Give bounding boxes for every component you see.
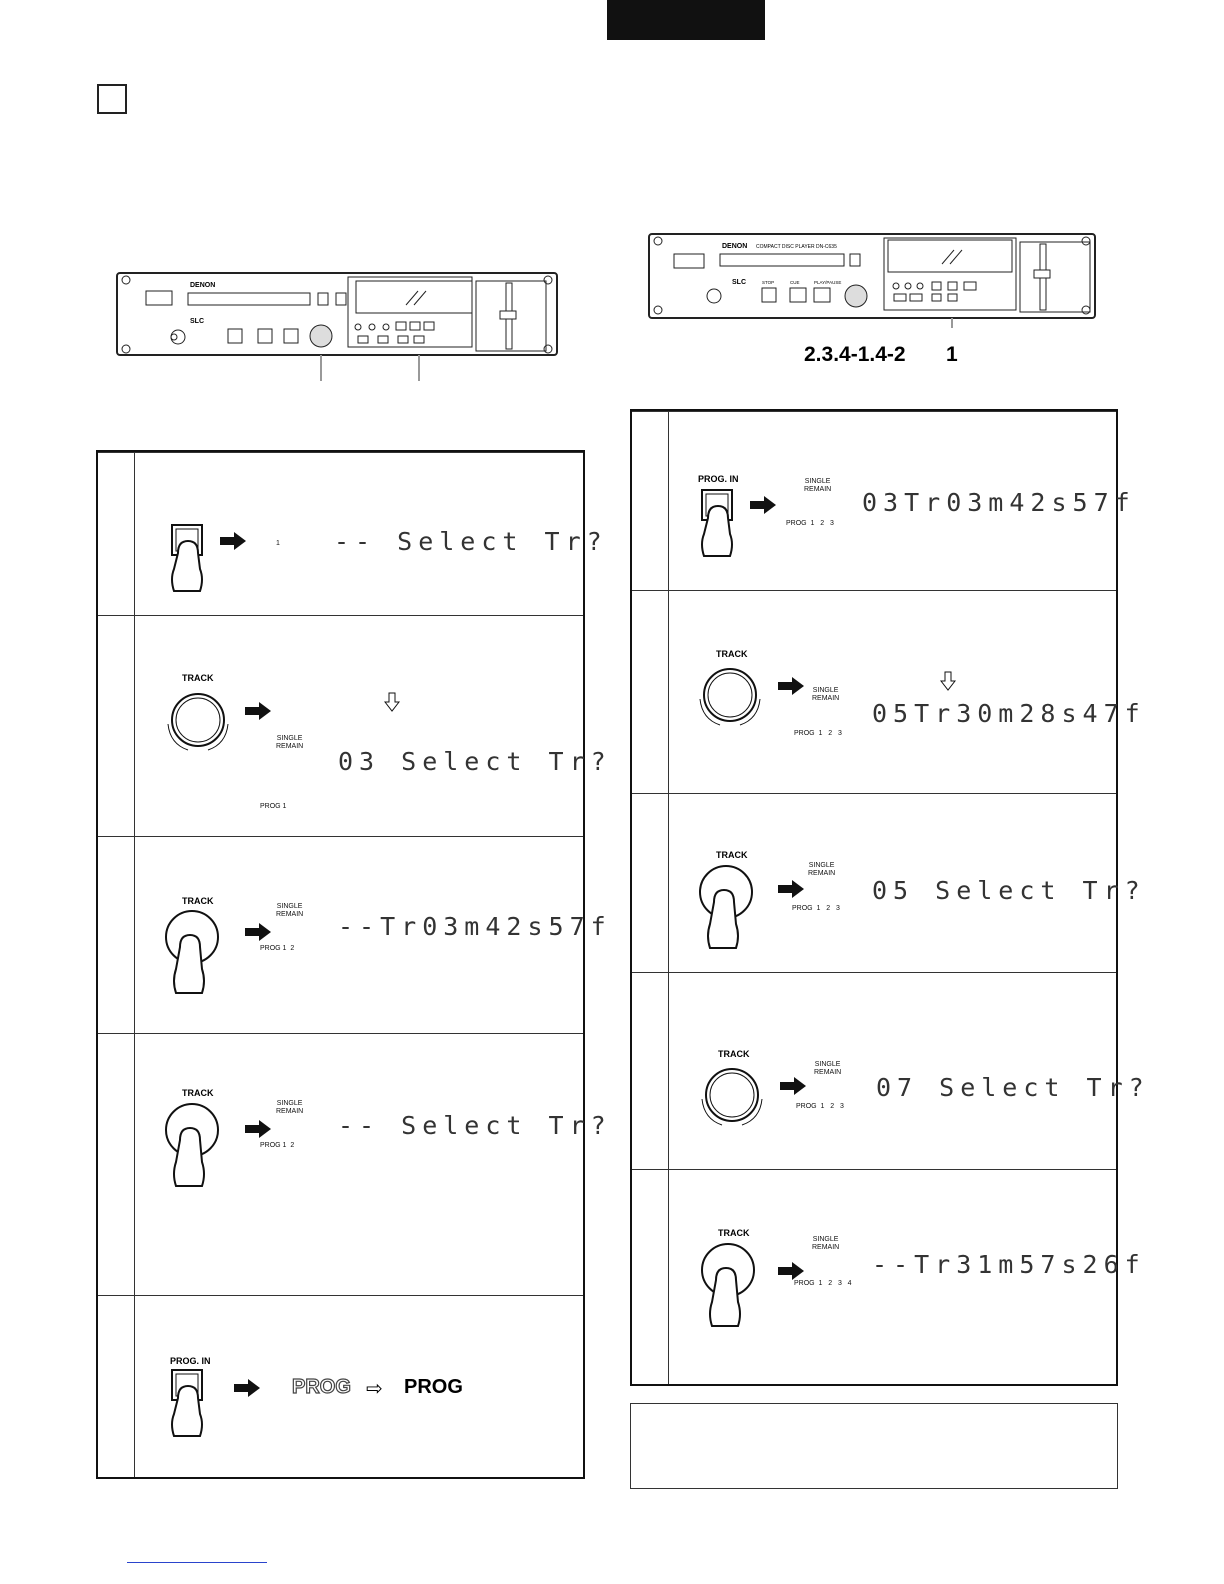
track-knob-label: TRACK [182, 896, 214, 906]
lcd-display: 07 Select Tr? [876, 1073, 1150, 1102]
right-device-cue-label: CUE [790, 280, 800, 285]
track-knob-label: TRACK [718, 1228, 750, 1238]
arrow-right-icon [245, 1120, 271, 1138]
remain-label: REMAIN [812, 695, 840, 702]
arrow-right-icon [778, 677, 804, 695]
track-knob-icon [158, 684, 240, 756]
arrow-right-icon [778, 880, 804, 898]
arrow-right-icon [778, 1262, 804, 1280]
track-knob-label: TRACK [716, 649, 748, 659]
track-knob-icon [692, 1059, 774, 1131]
arrow-right-icon [245, 923, 271, 941]
lcd-display: 05 Select Tr? [872, 876, 1146, 905]
left-step-4 [98, 1033, 612, 1296]
prog-indicator: PROG 1 2 3 [792, 905, 840, 912]
finger-press-icon [170, 1368, 218, 1440]
single-remain-label [812, 687, 839, 703]
right-step-table [630, 409, 1150, 1386]
prog-indicator: PROG 1 2 3 4 [794, 1280, 852, 1287]
left-step-5 [98, 1295, 583, 1482]
lcd-display: -- Select Tr? [334, 527, 608, 556]
left-step-1 [98, 452, 608, 616]
arrow-right-icon [234, 1379, 260, 1397]
right-device-logo: SLC [732, 279, 746, 286]
single-remain-label [808, 862, 835, 878]
prog-indicator: PROG 1 2 3 [786, 520, 834, 527]
prog-indicator: PROG 1 2 3 [794, 730, 842, 737]
track-knob-label: TRACK [182, 1088, 214, 1098]
remain-label: REMAIN [808, 870, 836, 877]
prog-indicator: PROG 1 2 3 [796, 1103, 844, 1110]
arrow-right-icon [220, 532, 246, 550]
remain-label: REMAIN [814, 1069, 842, 1076]
lcd-display: 03 Select Tr? [338, 747, 612, 776]
arrow-right-icon [750, 496, 776, 514]
down-arrow-icon [940, 671, 956, 691]
right-step-1 [632, 411, 1136, 591]
right-step-5 [632, 1169, 1146, 1389]
remain-label: REMAIN [276, 1108, 304, 1115]
single-label: SINGLE [808, 862, 835, 869]
left-step-2 [98, 615, 612, 837]
arrow-right-icon [780, 1077, 806, 1095]
right-step-2 [632, 590, 1146, 794]
lcd-display: -- Select Tr? [338, 1111, 612, 1140]
left-step-table [96, 450, 612, 1479]
prog-indicator: 1 [276, 540, 280, 547]
track-knob-label: TRACK [182, 673, 214, 683]
section-marker [97, 84, 127, 114]
right-step-4 [632, 972, 1150, 1170]
prog-indicator: PROG 1 2 [260, 1142, 295, 1149]
track-knob-press-icon [698, 1240, 758, 1330]
left-device-brand: DENON [190, 282, 216, 289]
language-tab [607, 0, 765, 40]
prog-in-button-label: PROG. IN [698, 474, 739, 484]
prog-indicator-solid: PROG [404, 1376, 463, 1398]
left-device-logo: SLC [190, 318, 204, 325]
single-label: SINGLE [276, 1100, 303, 1107]
single-label: SINGLE [804, 478, 831, 485]
prog-indicator-outline: PROG [292, 1376, 351, 1398]
remain-label: REMAIN [812, 1244, 840, 1251]
left-device-illustration [116, 271, 558, 381]
single-label: SINGLE [276, 903, 303, 910]
right-step-3 [632, 793, 1146, 973]
single-label: SINGLE [812, 1236, 839, 1243]
right-device-stop-label: STOP [762, 280, 775, 285]
finger-press-icon [170, 523, 218, 595]
prog-in-button-label: PROG. IN [170, 1356, 211, 1366]
track-knob-label: TRACK [718, 1049, 750, 1059]
remain-label: REMAIN [276, 911, 304, 918]
remain-label: REMAIN [804, 486, 832, 493]
lcd-display: --Tr03m42s57f [338, 912, 612, 941]
finger-press-icon [700, 488, 748, 560]
right-device-model: COMPACT DISC PLAYER DN-C635 [756, 244, 837, 250]
callout-one: 1 [946, 343, 958, 366]
right-device-brand: DENON [722, 243, 748, 250]
arrow-right-icon [245, 702, 271, 720]
right-device-play-label: PLAY/PAUSE [814, 280, 842, 285]
single-label: SINGLE [814, 1061, 841, 1068]
single-remain-label [804, 478, 831, 494]
track-knob-label: TRACK [716, 850, 748, 860]
single-label: SINGLE [276, 735, 303, 742]
lcd-display: 05Tr30m28s47f [872, 699, 1146, 728]
footer-rule [127, 1562, 267, 1563]
right-device-illustration [648, 232, 1098, 328]
track-knob-press-icon [162, 907, 222, 997]
track-knob-icon [690, 659, 772, 731]
single-label: SINGLE [812, 687, 839, 694]
track-knob-press-icon [696, 862, 756, 952]
single-remain-label [814, 1061, 841, 1077]
track-knob-press-icon [162, 1100, 222, 1190]
hollow-arrow-icon: ⇨ [366, 1378, 383, 1400]
down-arrow-icon [384, 692, 400, 712]
single-remain-label [812, 1236, 839, 1252]
note-box [630, 1403, 1118, 1489]
left-step-3 [98, 836, 612, 1034]
remain-label: REMAIN [276, 743, 304, 750]
prog-indicator: PROG 1 [260, 803, 287, 810]
callout-steps: 2.3.4-1.4-2 [804, 343, 906, 366]
single-remain-label [276, 735, 303, 751]
single-remain-label [276, 1100, 303, 1116]
lcd-display: 03Tr03m42s57f [862, 488, 1136, 517]
prog-indicator: PROG 1 2 [260, 945, 295, 952]
single-remain-label [276, 903, 303, 919]
lcd-display: --Tr31m57s26f [872, 1250, 1146, 1279]
